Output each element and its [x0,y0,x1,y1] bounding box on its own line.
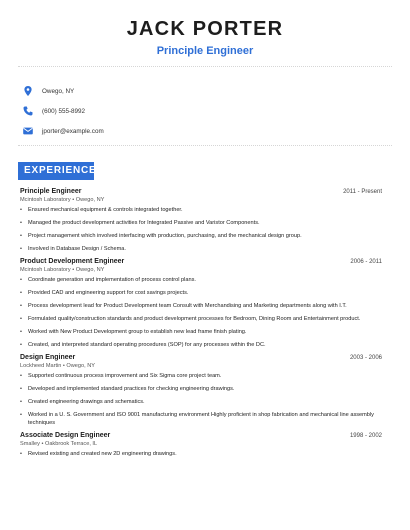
job-title: Associate Design Engineer [20,432,111,439]
experience-list [20,188,382,463]
job-bullet: • Developed and implemented standard practices for checking engineering drawings. [20,385,382,393]
job-title: Principle Engineer [20,188,82,195]
job-bullet: • Process development lead for Product Development team Consult with Merchandising and Marketing departments along with I.T. [20,302,382,310]
job-bullets [20,276,382,349]
job-title: Design Engineer [20,354,76,361]
divider-top [18,66,392,67]
job-entry [20,354,382,427]
contact-block [22,82,104,140]
job-bullets [20,206,382,253]
job-dates: 2006 - 2011 [350,259,382,265]
job-bullet: • Project management which involved interfacing with production, purchasing, and the mechanical design group. [20,232,382,240]
job-bullets [20,372,382,427]
job-dates: 1998 - 2002 [349,433,382,439]
phone-icon [22,105,34,117]
contact-location-text: Owego, NY [42,87,75,95]
job-company: Mcintosh Laboratory • Owego, NY [20,267,105,273]
divider-middle [18,145,392,146]
resume-header [0,0,410,58]
contact-email [22,122,104,140]
job-entry [20,258,382,349]
job-entry [20,432,382,458]
job-bullet: • Ensured mechanical equipment & controls integrated together. [20,206,382,214]
job-company: Lockheed Martin • Owego, NY [20,363,96,369]
job-bullet: • Worked in a U. S. Government and ISO 9001 manufacturing environment Highly proficient in shop fabrication and mechanical line assembly techniques [20,411,382,427]
email-icon [22,125,34,137]
candidate-title: Principle Engineer [156,45,254,57]
job-dates: 2011 - Present [343,189,382,195]
job-bullet: • Created, and interpreted standard operating procedures (SOP) for any processes within the DC. [20,341,382,349]
contact-phone-text: (600) 555-8992 [42,107,86,115]
contact-phone [22,102,104,120]
job-bullet: • Coordinate generation and implementation of process control plans. [20,276,382,284]
location-pin-icon [22,85,34,97]
job-company: Smalley • Oakbrook Terrace, IL [20,441,98,447]
job-entry [20,188,382,253]
job-bullet: • Supported continuous process improvement and Six Sigma core project team. [20,372,382,380]
job-bullet: • Formulated quality/construction standards and product development processes for Bedroom, Dining Room and Entertainment product. [20,315,382,323]
job-bullets [20,450,382,458]
candidate-name: JACK PORTER [126,18,284,40]
job-bullet: • Provided CAD and engineering support for cost savings projects. [20,289,382,297]
job-bullet: • Revised existing and created new 2D engineering drawings. [20,450,382,458]
job-bullet: • Worked with New Product Development group to establish new lead frame finish plating. [20,328,382,336]
experience-heading: EXPERIENCE [18,162,94,180]
job-title: Product Development Engineer [20,258,125,265]
job-company: Mcintosh Laboratory • Owego, NY [20,197,105,203]
job-bullet: • Managed the product development activities for Integrated Passive and Varistor Components. [20,219,382,227]
job-dates: 2003 - 2006 [349,355,382,361]
job-bullet: • Created engineering drawings and schematics. [20,398,382,406]
contact-email-text: jporter@example.com [42,127,104,135]
job-bullet: • Involved in Database Design / Schema. [20,245,382,253]
contact-location [22,82,104,100]
